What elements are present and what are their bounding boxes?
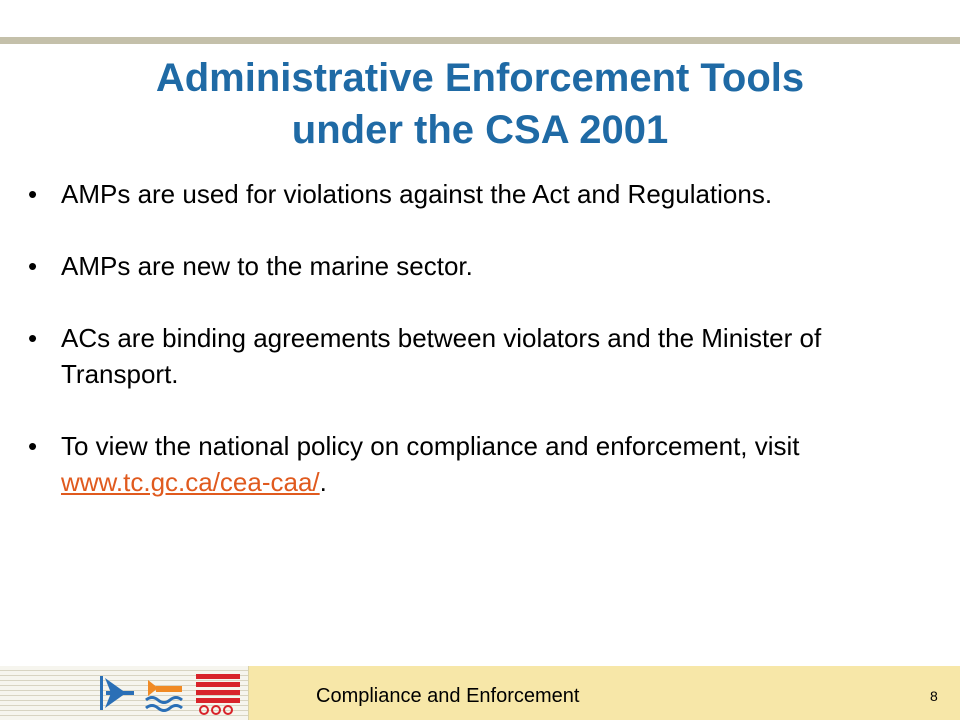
top-rule (0, 37, 960, 44)
bullet-item-1 (28, 176, 928, 212)
bullet-dot: • (28, 251, 38, 281)
transport-logos (96, 668, 246, 718)
bullet-text-before-link: To view the national policy on compliance and enforcement, visit (61, 431, 800, 461)
rail-icon (196, 674, 240, 714)
aviation-icon (100, 676, 134, 710)
footer-label: Compliance and Enforcement (316, 685, 580, 707)
bullet-text: ACs are binding agreements between violators and the Minister of Transport. (61, 323, 822, 389)
marine-icon (146, 680, 182, 711)
bullet-item-2 (28, 248, 928, 284)
title-line-1: Administrative Enforcement Tools (155, 56, 805, 100)
title-line-2: under the CSA 2001 (291, 108, 669, 152)
logo-svg (96, 668, 246, 718)
bullet-list (28, 176, 928, 500)
footer-divider (248, 666, 249, 720)
policy-link[interactable]: www.tc.gc.ca/cea-caa/ (61, 467, 320, 497)
slide-title (40, 52, 920, 156)
bullet-item-4 (28, 428, 928, 500)
bullet-item-3 (28, 320, 928, 392)
bullet-text: AMPs are used for violations against the Act and Regulations. (61, 179, 773, 209)
bullet-text: AMPs are new to the marine sector. (61, 251, 473, 281)
page-number: 8 (930, 688, 938, 704)
bullet-dot: • (28, 179, 38, 209)
bullet-dot: • (28, 323, 38, 353)
bullet-text-after-link: . (319, 467, 327, 497)
bullet-dot: • (28, 431, 38, 461)
